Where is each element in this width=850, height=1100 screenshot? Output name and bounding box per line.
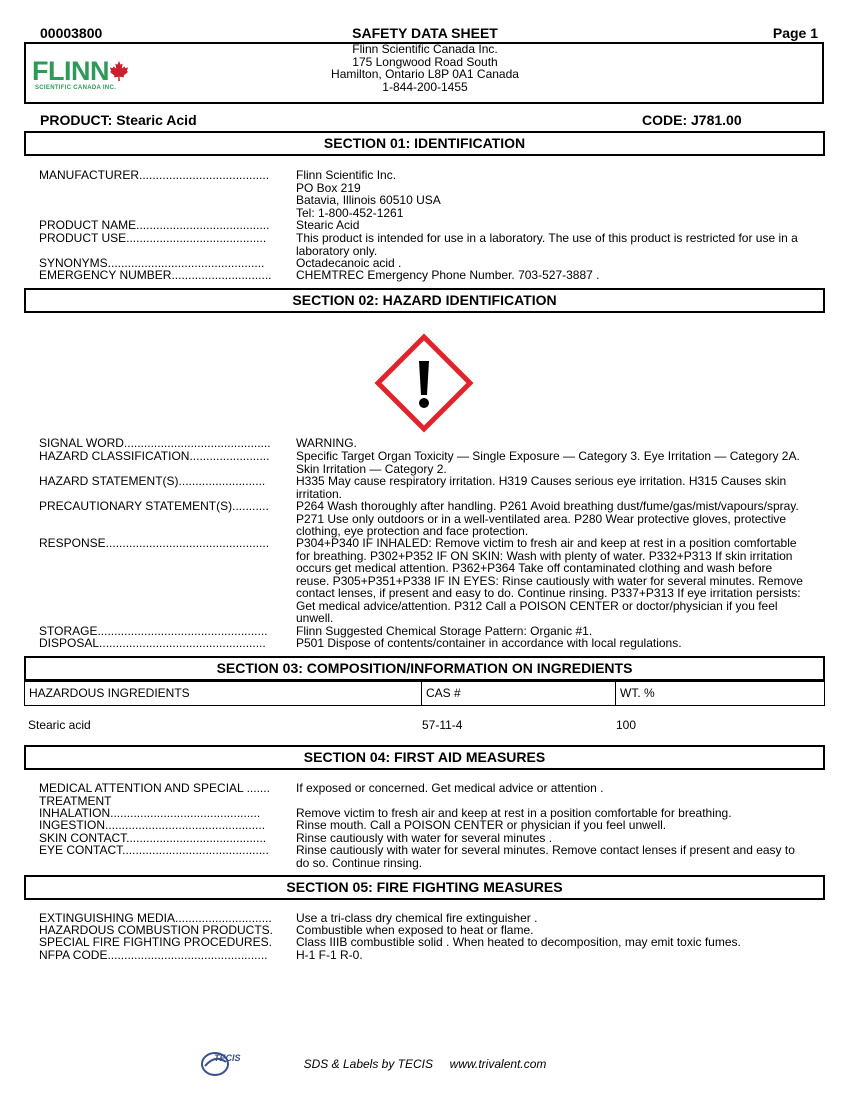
row-value: H335 May cause respiratory irritation. H319 Causes serious eye irritation. H315 Causes skin irritation. (296, 474, 787, 501)
product-code: CODE: J781.00 (642, 112, 742, 128)
row-value: Rinse cautiously with water for several minutes . (296, 831, 553, 845)
row-value: Combustible when exposed to heat or flame. (296, 923, 534, 937)
section-04-heading: SECTION 04: FIRST AID MEASURES (24, 745, 825, 770)
row-label: EYE CONTACT............................................ (39, 843, 269, 857)
ingredient-wt: 100 (616, 718, 637, 732)
row-label: NFPA CODE................................................ (39, 948, 268, 962)
row-label: RESPONSE................................................. (39, 536, 270, 550)
row-label: SIGNAL WORD............................................ (39, 436, 271, 450)
section-01-heading: SECTION 01: IDENTIFICATION (24, 131, 825, 156)
column-header-cas: CAS # (426, 686, 461, 700)
ingredients-table-header (24, 681, 825, 706)
maple-leaf-icon (108, 60, 130, 82)
section-05-heading: SECTION 05: FIRE FIGHTING MEASURES (24, 875, 825, 900)
row-label: STORAGE................................................... (39, 624, 268, 638)
row-value: H-1 F-1 R-0. (296, 948, 363, 962)
row-value: Rinse cautiously with water for several minutes. Remove contact lenses if present and easy to do so. Continue rinsing. (296, 843, 795, 870)
row-label: INHALATION............................................. (39, 806, 261, 820)
row-label: PRODUCT USE.......................................... (39, 231, 267, 245)
address-line: Flinn Scientific Canada Inc. (352, 42, 498, 56)
row-label: SYNONYMS............................................... (39, 256, 265, 270)
logo-text: FLINN (32, 56, 109, 86)
document-number: 00003800 (40, 25, 103, 41)
address-line: 175 Longwood Road South (352, 54, 498, 69)
row-label: EMERGENCY NUMBER.............................. (39, 268, 272, 282)
section-02-heading: SECTION 02: HAZARD IDENTIFICATION (24, 288, 825, 313)
row-label: PRECAUTIONARY STATEMENT(S)........... (39, 499, 269, 513)
tecis-logo-text: TECIS (214, 1053, 241, 1063)
ingredient-cas: 57-11-4 (422, 718, 463, 732)
row-label: INGESTION................................................ (39, 818, 266, 832)
column-header-wt: WT. % (620, 686, 655, 700)
logo-subtitle: SCIENTIFIC CANADA INC. (35, 85, 117, 91)
row-value: Use a tri-class dry chemical fire extinguisher . (296, 911, 538, 925)
row-value: P501 Dispose of contents/container in accordance with local regulations. (296, 636, 682, 650)
section-03-heading: SECTION 03: COMPOSITION/INFORMATION ON INGREDIENTS (24, 656, 825, 681)
row-value: If exposed or concerned. Get medical advice or attention . (296, 781, 604, 795)
row-value: Specific Target Organ Toxicity — Single Exposure — Category 3. Eye Irritation — Category 2A. Skin Irritation — Category 2. (296, 449, 800, 476)
row-label: MEDICAL ATTENTION AND SPECIAL ....... TREATMENT (39, 781, 270, 808)
flinn-logo (32, 58, 142, 92)
address-line: Hamilton, Ontario L8P 0A1 Canada (331, 67, 519, 81)
row-label: SPECIAL FIRE FIGHTING PROCEDURES. (39, 935, 272, 949)
row-label: EXTINGUISHING MEDIA............................. (39, 911, 272, 925)
row-value: P304+P340 IF INHALED: Remove victim to fresh air and keep at rest in a position comfortable for breathing. P302+P352 IF ON SKIN: Wash with plenty of water. P332+P313 If skin irritation occurs get medical attention. P362+P364 Take off contaminated clothing and wash before reuse. P305+P351+P338 IF IN EYES: Rinse cautiously with water for several minutes. Remove contact lenses, if present and easy to do. Continue rinsing. P337+P313 If eye irritation persists: Get medical advice/attention. P312 Call a POISON CENTER or doctor/physician if you feel unwell. (296, 536, 803, 625)
row-value: Stearic Acid (296, 218, 360, 232)
row-value: Flinn Suggested Chemical Storage Pattern: Organic #1. (296, 624, 593, 638)
row-value: Rinse mouth. Call a POISON CENTER or physician if you feel unwell. (296, 818, 667, 832)
row-label: HAZARD STATEMENT(S).......................... (39, 474, 266, 488)
row-label: PRODUCT NAME........................................ (39, 218, 270, 232)
row-value: Remove victim to fresh air and keep at rest in a position comfortable for breathing. (296, 806, 732, 820)
row-value: WARNING. (296, 436, 357, 450)
row-value: P264 Wash thoroughly after handling. P261 Avoid breathing dust/fume/gas/mist/vapours/spray. P271 Use only outdoors or in a well-ventilated area. P280 Wear protective gloves, protective clothing, eye protection and face protection. (296, 499, 799, 538)
row-value: Class IIIB combustible solid . When heated to decomposition, may emit toxic fumes. (296, 935, 741, 949)
ghs-exclamation-pictogram (374, 333, 474, 433)
footer-credit: SDS & Labels by TECIS www.trivalent.com (303, 1057, 547, 1071)
page-number: Page 1 (772, 25, 818, 41)
row-value: Octadecanoic acid . (296, 256, 402, 270)
row-label: HAZARDOUS COMBUSTION PRODUCTS. (39, 923, 274, 937)
row-value: This product is intended for use in a laboratory. The use of this product is restricted for use in a laboratory only. (296, 231, 798, 258)
row-label: DISPOSAL.................................................. (39, 636, 266, 650)
product-name: PRODUCT: Stearic Acid (40, 112, 197, 128)
document-title: SAFETY DATA SHEET (352, 25, 498, 41)
address-line: 1-844-200-1455 (382, 79, 468, 94)
row-value: CHEMTREC Emergency Phone Number. 703-527-3887 . (296, 268, 600, 282)
ingredient-name: Stearic acid (28, 718, 91, 732)
row-label: MANUFACTURER....................................... (39, 168, 270, 182)
row-label: HAZARD CLASSIFICATION........................ (39, 449, 270, 463)
row-value: Flinn Scientific Inc. PO Box 219 Batavia, Illinois 60510 USA Tel: 1-800-452-1261 (296, 168, 441, 220)
row-label: SKIN CONTACT.......................................... (39, 831, 267, 845)
column-header-ingredients: HAZARDOUS INGREDIENTS (29, 686, 190, 700)
